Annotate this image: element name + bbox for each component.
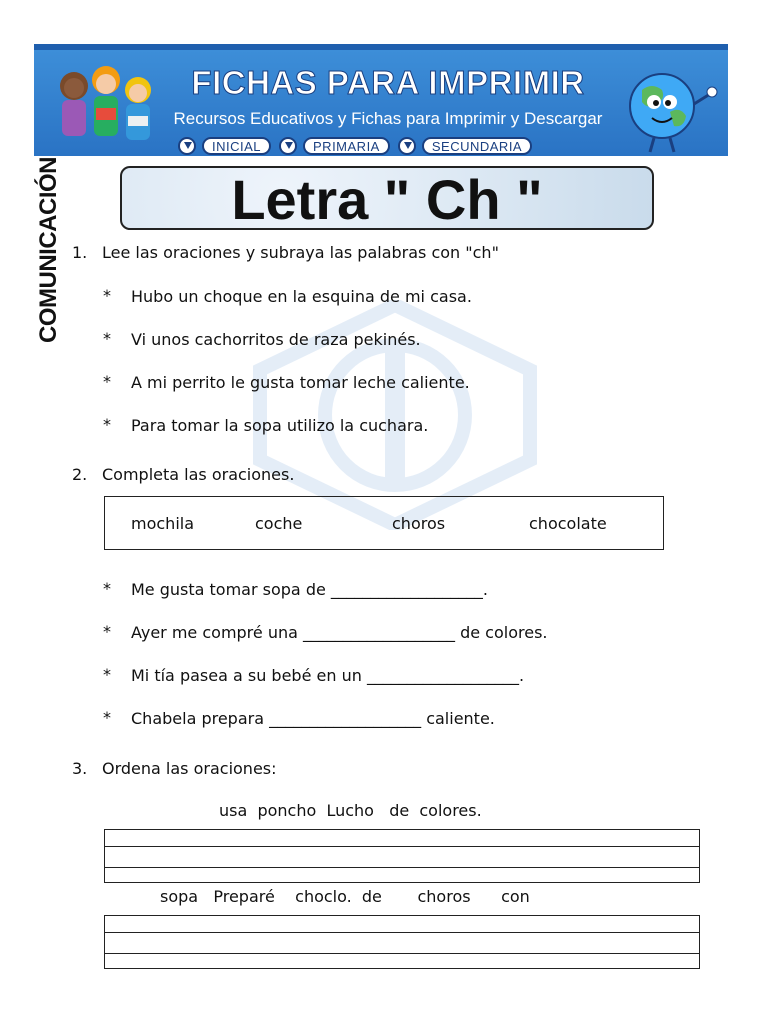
site-subtitle: Recursos Educativos y Fichas para Imprimir y Descargar — [173, 109, 603, 128]
bullet: * — [103, 622, 111, 641]
worksheet-title: Letra " Ch " — [231, 168, 543, 231]
worksheet-title-box — [120, 166, 654, 230]
bullet: * — [103, 415, 111, 434]
answer-line — [105, 953, 699, 954]
exercise-1-instruction: Lee las oraciones y subraya las palabras con "ch" — [102, 243, 499, 262]
nav-inicial[interactable] — [178, 137, 271, 155]
bullet: * — [103, 372, 111, 391]
exercise-3-instruction: Ordena las oraciones: — [102, 759, 277, 778]
exercise-2-instruction: Completa las oraciones. — [102, 465, 295, 484]
word-bank-item: chocolate — [529, 514, 607, 533]
bullet: * — [103, 579, 111, 598]
bullet: * — [103, 665, 111, 684]
nav-label: PRIMARIA — [303, 137, 390, 155]
nav-label: SECUNDARIA — [422, 137, 532, 155]
exercise-2-item: Mi tía pasea a su bebé en un ___________________. — [131, 666, 525, 685]
exercise-1-number: 1. — [72, 243, 88, 262]
arrow-down-icon — [178, 137, 196, 155]
exercise-3-number: 3. — [72, 759, 88, 778]
answer-line — [105, 932, 699, 933]
answer-lines[interactable] — [104, 829, 700, 883]
answer-line — [105, 867, 699, 868]
site-title: FICHAS PARA IMPRIMIR — [191, 64, 585, 101]
nav-secundaria[interactable] — [398, 137, 532, 155]
exercise-1-item: A mi perrito le gusta tomar leche caliente. — [131, 373, 470, 392]
exercise-2-item: Chabela prepara ___________________ caliente. — [131, 709, 495, 728]
arrow-down-icon — [398, 137, 416, 155]
exercise-1-item: Para tomar la sopa utilizo la cuchara. — [131, 416, 429, 435]
scrambled-sentence: sopa Preparé choclo. de choros con — [160, 887, 530, 906]
bullet: * — [103, 708, 111, 727]
word-bank-item: choros — [392, 514, 446, 533]
exercise-2-item: Me gusta tomar sopa de ___________________. — [131, 580, 488, 599]
exercise-1-item: Vi unos cachorritos de raza pekinés. — [131, 330, 421, 349]
exercise-1-item: Hubo un choque en la esquina de mi casa. — [131, 287, 472, 306]
word-bank-item: mochila — [131, 514, 195, 533]
word-bank-item: coche — [255, 514, 303, 533]
subject-label-text: COMUNICACIÓN — [35, 157, 62, 343]
bullet: * — [103, 286, 111, 305]
answer-line — [105, 846, 699, 847]
nav-primaria[interactable] — [279, 137, 390, 155]
site-nav — [178, 137, 532, 155]
children-reading-icon — [44, 56, 164, 156]
bullet: * — [103, 329, 111, 348]
globe-mascot-icon — [614, 64, 724, 156]
word-bank — [104, 496, 664, 550]
arrow-down-icon — [279, 137, 297, 155]
exercise-2-item: Ayer me compré una ___________________ de colores. — [131, 623, 548, 642]
nav-label: INICIAL — [202, 137, 271, 155]
subject-label — [30, 157, 68, 343]
exercise-2-number: 2. — [72, 465, 88, 484]
answer-lines[interactable] — [104, 915, 700, 969]
header-banner — [34, 44, 728, 156]
scrambled-sentence: usa poncho Lucho de colores. — [219, 801, 482, 820]
